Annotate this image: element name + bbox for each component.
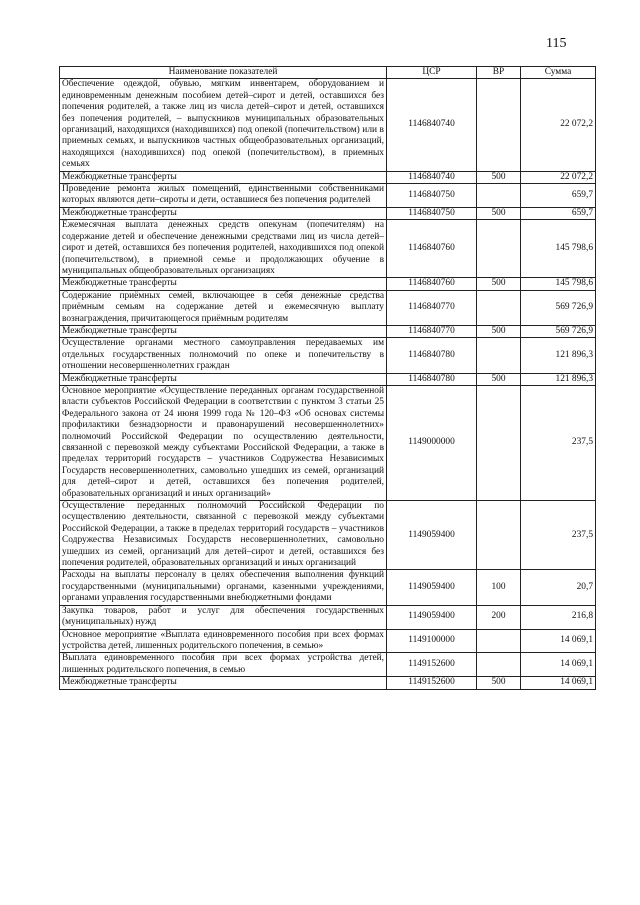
cell-vr (477, 629, 521, 653)
cell-csr: 1149059400 (387, 570, 477, 605)
cell-sum: 237,5 (521, 501, 596, 570)
cell-name: Содержание приёмных семей, включающее в себя денежные средства приёмным семьям на содержание детей и ежемесячную выплату вознаграждения, причитающегося приёмным родителям (60, 290, 387, 325)
cell-vr: 500 (477, 278, 521, 290)
cell-vr: 500 (477, 677, 521, 689)
table-row (60, 501, 596, 570)
table-row (60, 653, 596, 677)
table-row (60, 338, 596, 373)
cell-name: Закупка товаров, работ и услуг для обеспечения государственных (муниципальных) нужд (60, 605, 387, 629)
table-header-row (60, 67, 596, 79)
cell-csr: 1146840740 (387, 171, 477, 183)
cell-sum: 22 072,2 (521, 79, 596, 171)
cell-vr (477, 290, 521, 325)
table-row (60, 677, 596, 689)
cell-vr: 500 (477, 325, 521, 337)
cell-csr: 1146840780 (387, 373, 477, 385)
table-row (60, 570, 596, 605)
cell-name: Расходы на выплаты персоналу в целях обеспечения выполнения функций государственными (муниципальными) органами, казенными учреждениями, органами управления государственными внебюджетными фондами (60, 570, 387, 605)
header-name: Наименование показателей (60, 67, 387, 79)
header-sum: Сумма (521, 67, 596, 79)
cell-vr (477, 501, 521, 570)
cell-name: Межбюджетные трансферты (60, 373, 387, 385)
table-row (60, 220, 596, 278)
cell-name: Осуществление органами местного самоуправления передаваемых им отдельных государственных полномочий по опеке и попечительству в отношении несовершеннолетних граждан (60, 338, 387, 373)
cell-csr: 1149100000 (387, 629, 477, 653)
cell-sum: 145 798,6 (521, 220, 596, 278)
cell-sum: 22 072,2 (521, 171, 596, 183)
cell-sum: 14 069,1 (521, 629, 596, 653)
cell-name: Основное мероприятие «Осуществление переданных органам государственной власти субъектов Российской Федерации в соответствии с пунктом 3 статьи 25 Федерального закона от 24 июня 1999 года № 120–ФЗ «Об основах системы профилактики безнадзорности и правонарушений несовершеннолетних» полномочий Российской Федерации по осуществлению деятельности, связанной с перевозкой между субъектами Российской Федерации, а также в пределах территорий государств – участников Содружества Независимых Государств несовершеннолетних, самовольно ушедших из семей, организаций для детей–сирот и детей, оставшихся без попечения родителей, образовательных организаций и иных организаций» (60, 385, 387, 500)
cell-vr (477, 653, 521, 677)
cell-csr: 1146840750 (387, 184, 477, 208)
cell-sum: 237,5 (521, 385, 596, 500)
cell-sum: 569 726,9 (521, 290, 596, 325)
cell-csr: 1146840740 (387, 79, 477, 171)
cell-sum: 121 896,3 (521, 373, 596, 385)
table-row (60, 278, 596, 290)
cell-csr: 1146840770 (387, 290, 477, 325)
cell-name: Обеспечение одеждой, обувью, мягким инвентарем, оборудованием и единовременным денежным пособием детей–сирот и детей, оставшихся без попечения родителей, а также лиц из числа детей–сирот и детей, оставшихся без попечения родителей, – выпускников муниципальных образовательных организаций, находящихся (находившихся) под опекой (попечительством) или в приемных семьях, и выпускников частных общеобразовательных организаций, находящихся (находившихся) под опекой (попечительством), в приемных семьях (60, 79, 387, 171)
cell-name: Выплата единовременного пособия при всех формах устройства детей, лишенных родительского попечения, в семью (60, 653, 387, 677)
cell-vr: 500 (477, 171, 521, 183)
cell-sum: 14 069,1 (521, 677, 596, 689)
cell-name: Межбюджетные трансферты (60, 325, 387, 337)
cell-vr: 200 (477, 605, 521, 629)
cell-sum: 569 726,9 (521, 325, 596, 337)
cell-sum: 659,7 (521, 207, 596, 219)
cell-csr: 1149000000 (387, 385, 477, 500)
cell-name: Межбюджетные трансферты (60, 171, 387, 183)
cell-sum: 145 798,6 (521, 278, 596, 290)
page-number: 115 (546, 36, 567, 51)
cell-vr (477, 184, 521, 208)
cell-vr (477, 385, 521, 500)
cell-vr: 500 (477, 373, 521, 385)
table-row (60, 325, 596, 337)
cell-name: Межбюджетные трансферты (60, 677, 387, 689)
header-vr: ВР (477, 67, 521, 79)
table-row (60, 79, 596, 171)
cell-csr: 1149059400 (387, 605, 477, 629)
table-row (60, 373, 596, 385)
table-row (60, 184, 596, 208)
cell-sum: 20,7 (521, 570, 596, 605)
cell-vr (477, 79, 521, 171)
cell-sum: 14 069,1 (521, 653, 596, 677)
table-row (60, 290, 596, 325)
budget-table (59, 66, 596, 690)
cell-csr: 1146840770 (387, 325, 477, 337)
cell-sum: 121 896,3 (521, 338, 596, 373)
cell-sum: 216,8 (521, 605, 596, 629)
table-row (60, 605, 596, 629)
cell-csr: 1146840760 (387, 278, 477, 290)
cell-vr: 100 (477, 570, 521, 605)
cell-csr: 1146840760 (387, 220, 477, 278)
cell-name: Основное мероприятие «Выплата единовременного пособия при всех формах устройства детей, лишенных родительского попечения, в семью» (60, 629, 387, 653)
cell-vr (477, 220, 521, 278)
cell-vr: 500 (477, 207, 521, 219)
table-row (60, 207, 596, 219)
cell-name: Межбюджетные трансферты (60, 207, 387, 219)
cell-csr: 1149059400 (387, 501, 477, 570)
cell-csr: 1149152600 (387, 653, 477, 677)
cell-sum: 659,7 (521, 184, 596, 208)
cell-vr (477, 338, 521, 373)
table-row (60, 629, 596, 653)
cell-csr: 1146840780 (387, 338, 477, 373)
header-csr: ЦСР (387, 67, 477, 79)
cell-name: Проведение ремонта жилых помещений, единственными собственниками которых являются дети–сироты и дети, оставшиеся без попечения родителей (60, 184, 387, 208)
table-row (60, 171, 596, 183)
cell-name: Осуществление переданных полномочий Российской Федерации по осуществлению деятельности, связанной с перевозкой между субъектами Российской Федерации, а также в пределах территорий государств – участников Содружества Независимых Государств несовершеннолетних, самовольно ушедших из семей, организаций для детей–сирот и детей, оставшихся без попечения родителей, образовательных организаций и иных организаций (60, 501, 387, 570)
cell-csr: 1149152600 (387, 677, 477, 689)
cell-name: Ежемесячная выплата денежных средств опекунам (попечителям) на содержание детей и обеспечение денежными средствами лиц из числа детей–сирот и детей, оставшихся без попечения родителей, находившихся под опекой (попечительством), в приемной семье и продолжающих обучение в муниципальных общеобразовательных организациях (60, 220, 387, 278)
table-row (60, 385, 596, 500)
cell-name: Межбюджетные трансферты (60, 278, 387, 290)
cell-csr: 1146840750 (387, 207, 477, 219)
